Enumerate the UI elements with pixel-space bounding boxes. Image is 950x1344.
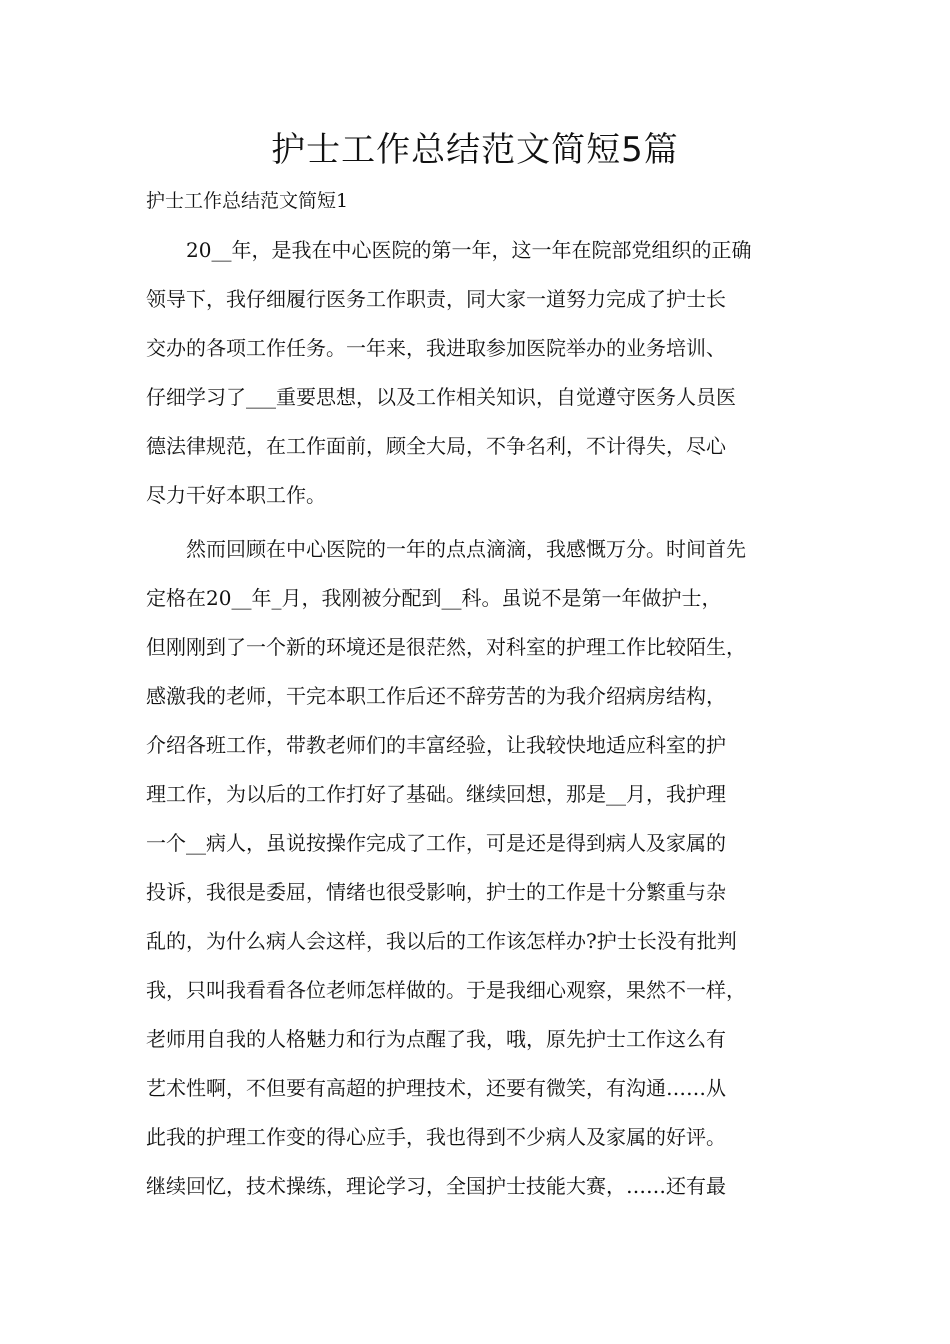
paragraph-line: 交办的各项工作任务。一年来，我进取参加医院举办的业务培训、 [146,336,726,360]
paragraph-line: 感激我的老师，干完本职工作后还不辞劳苦的为我介绍病房结构， [146,684,726,708]
paragraph-line: 仔细学习了___重要思想，以及工作相关知识，自觉遵守医务人员医 [146,385,736,409]
paragraph-line: 介绍各班工作，带教老师们的丰富经验，让我较快地适应科室的护 [146,733,726,757]
paragraph-line: 老师用自我的人格魅力和行为点醒了我，哦，原先护士工作这么有 [146,1027,726,1051]
paragraph-line: 尽力干好本职工作。 [146,483,326,507]
paragraph-line: 继续回忆，技术操练，理论学习，全国护士技能大赛，……还有最 [146,1174,726,1198]
paragraph-line: 20__年，是我在中心医院的第一年，这一年在院部党组织的正确 [146,238,752,262]
paragraph-line: 然而回顾在中心医院的一年的点点滴滴，我感慨万分。时间首先 [146,537,746,561]
section-heading: 护士工作总结范文简短1 [146,190,349,212]
paragraph-1 [146,226,826,520]
paragraph-2 [146,525,826,1211]
paragraph-line: 一个__病人，虽说按操作完成了工作，可是还是得到病人及家属的 [146,831,726,855]
paragraph-line: 投诉，我很是委屈，情绪也很受影响，护士的工作是十分繁重与杂 [146,880,726,904]
paragraph-line: 我，只叫我看看各位老师怎样做的。于是我细心观察，果然不一样， [146,978,746,1002]
paragraph-line: 艺术性啊，不但要有高超的护理技术，还要有微笑，有沟通……从 [146,1076,726,1100]
paragraph-line: 定格在20__年_月，我刚被分配到__科。虽说不是第一年做护士， [146,586,722,610]
paragraph-line: 但刚刚到了一个新的环境还是很茫然，对科室的护理工作比较陌生， [146,635,746,659]
paragraph-line: 领导下，我仔细履行医务工作职责，同大家一道努力完成了护士长 [146,287,726,311]
paragraph-line: 乱的，为什么病人会这样，我以后的工作该怎样办?护士长没有批判 [146,929,737,953]
paragraph-line: 德法律规范，在工作面前，顾全大局，不争名利，不计得失，尽心 [146,434,726,458]
document-title: 护士工作总结范文简短5篇 [271,130,679,170]
paragraph-line: 此我的护理工作变的得心应手，我也得到不少病人及家属的好评。 [146,1125,726,1149]
paragraph-line: 理工作，为以后的工作打好了基础。继续回想，那是__月，我护理 [146,782,726,806]
